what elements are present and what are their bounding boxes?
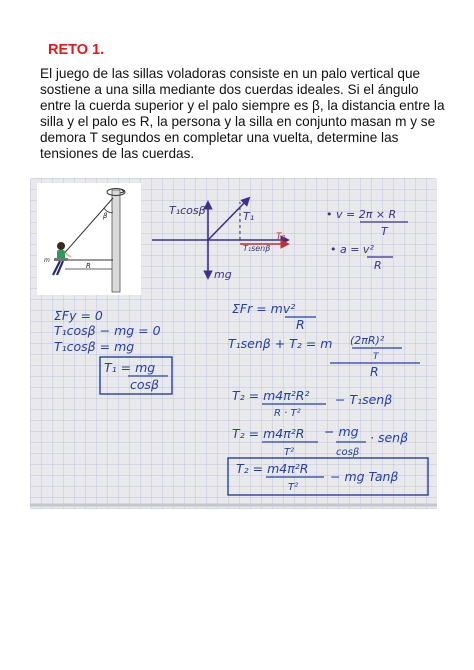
radial-eq-left: T₁senβ + T₂ = m — [228, 336, 333, 351]
beta-label: β — [103, 212, 108, 220]
t2-step1-num: T₂ = m4π²R² — [232, 388, 310, 403]
label-t2: T₂ — [276, 232, 286, 242]
accel-den: R — [374, 259, 382, 272]
t2-final-num: T₂ = m4π²R — [236, 461, 309, 476]
accel-eq: • a = v² — [330, 243, 374, 256]
label-t1sen: T₁senβ — [243, 244, 271, 253]
m-label: m — [44, 257, 50, 264]
fy-eq-2: T₁cosβ − mg = 0 — [54, 323, 161, 338]
t2-final-den: T² — [288, 482, 299, 493]
R-label: R — [86, 262, 91, 270]
sum-fy: ΣFy = 0 — [54, 308, 103, 323]
label-t1cos: T₁cosβ — [169, 204, 206, 217]
challenge-title: RETO 1. — [48, 42, 105, 58]
t2-step2-right: · senβ — [370, 430, 409, 445]
handwritten-solution-photo — [30, 178, 437, 509]
t2-step2-mid-den: cosβ — [336, 447, 360, 458]
radial-eq-frac-mid: T — [373, 352, 379, 362]
t2-step1-den: R · T² — [274, 408, 301, 419]
radial-eq-frac: (2πR)² — [350, 334, 385, 347]
velocity-eq: • v = 2π × R — [326, 208, 397, 221]
label-t1: T₁ — [243, 210, 255, 223]
sum-fr: ΣFr = mv² — [232, 301, 296, 316]
velocity-den: T — [381, 225, 388, 238]
fy-eq-3: T₁cosβ = mg — [54, 339, 135, 354]
inset-diagram — [37, 183, 141, 295]
sum-fr-den: R — [296, 317, 305, 332]
t2-step2-den: T² — [284, 447, 295, 458]
t2-step2-mid: − mg — [324, 424, 359, 439]
t1-result-den: cosβ — [130, 377, 160, 392]
label-mg: mg — [214, 268, 232, 281]
t2-final-right: − mg Tanβ — [330, 469, 399, 484]
t2-step1-right: − T₁senβ — [335, 392, 393, 407]
radial-eq-den: R — [370, 364, 379, 379]
t1-result-num: T₁ = mg — [104, 360, 156, 375]
problem-statement: El juego de las sillas voladoras consiste en un palo vertical que sostiene a una silla mediante dos cuerdas ideales. Si el ángulo entre la cuerda superior y el palo siempre es β, la distancia entre la silla y el palo es R, la persona y la silla en conjunto masan m y se demora T segundos en completar una vuelta, determine las tensiones de las cuerdas. — [40, 66, 445, 162]
t2-step2-num: T₂ = m4π²R — [232, 426, 305, 441]
